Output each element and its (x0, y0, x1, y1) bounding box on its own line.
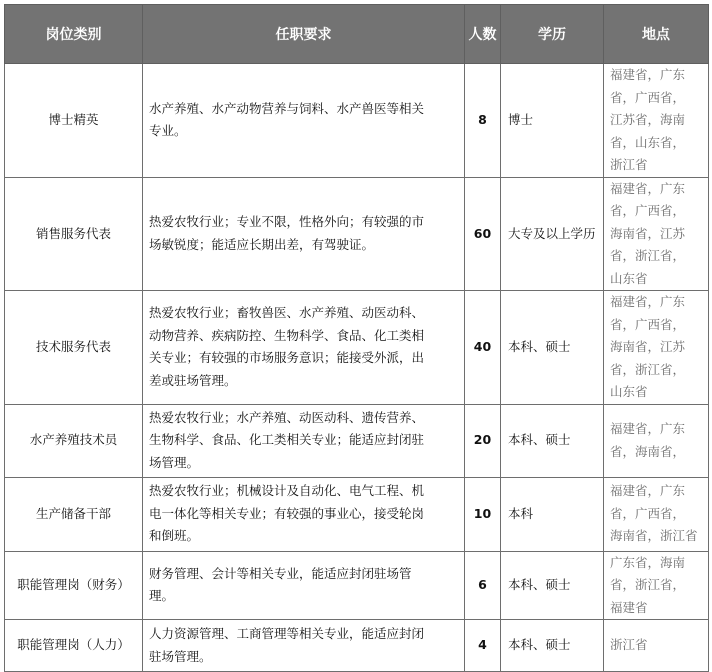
position-education: 大专及以上学历 (501, 177, 604, 291)
position-education: 本科、硕士 (501, 291, 604, 405)
table-row (5, 551, 709, 620)
position-location: 福建省，广东省，广西省， 海南省，浙江省 (604, 477, 709, 551)
position-title: 职能管理岗（人力） (5, 620, 143, 672)
table-row (5, 404, 709, 477)
position-location: 福建省，广东省，广西省， 海南省，江苏省，浙江省， 山东省 (604, 177, 709, 291)
position-requirement: 热爱农牧行业；水产养殖、动医动科、遗传营养、 生物科学、食品、化工类相关专业；能适应封闭驻 场管理。 (143, 404, 465, 477)
position-requirement: 水产养殖、水产动物营养与饲料、水产兽医等相关 专业。 (143, 64, 465, 178)
table-row (5, 620, 709, 672)
position-requirement: 财务管理、会计等相关专业，能适应封闭驻场管 理。 (143, 551, 465, 620)
table-row (5, 177, 709, 291)
header-requirement: 任职要求 (143, 5, 465, 64)
header-location: 地点 (604, 5, 709, 64)
position-education: 本科、硕士 (501, 551, 604, 620)
position-title: 销售服务代表 (5, 177, 143, 291)
position-education: 本科 (501, 477, 604, 551)
position-count: 20 (465, 404, 501, 477)
position-count: 6 (465, 551, 501, 620)
position-education: 本科、硕士 (501, 404, 604, 477)
header-education: 学历 (501, 5, 604, 64)
position-title: 生产储备干部 (5, 477, 143, 551)
table-row (5, 477, 709, 551)
position-location: 福建省，广东省，广西省， 海南省，江苏省，浙江省， 山东省 (604, 291, 709, 405)
recruitment-table (4, 4, 709, 672)
table-row (5, 64, 709, 178)
position-requirement: 热爱农牧行业；畜牧兽医、水产养殖、动医动科、 动物营养、疾病防控、生物科学、食品、化工类相 关专业；有较强的市场服务意识；能接受外派，出 差或驻场管理。 (143, 291, 465, 405)
position-title: 职能管理岗（财务） (5, 551, 143, 620)
table-header-row (5, 5, 709, 64)
position-title: 水产养殖技术员 (5, 404, 143, 477)
header-position-category: 岗位类别 (5, 5, 143, 64)
recruitment-table-container (4, 4, 708, 672)
position-location: 福建省，广东省，广西省， 江苏省，海南省，山东省， 浙江省 (604, 64, 709, 178)
position-count: 10 (465, 477, 501, 551)
position-count: 4 (465, 620, 501, 672)
position-count: 60 (465, 177, 501, 291)
position-count: 40 (465, 291, 501, 405)
position-requirement: 人力资源管理、工商管理等相关专业，能适应封闭 驻场管理。 (143, 620, 465, 672)
position-count: 8 (465, 64, 501, 178)
position-location: 浙江省 (604, 620, 709, 672)
position-location: 福建省，广东省，海南省， (604, 404, 709, 477)
position-education: 本科、硕士 (501, 620, 604, 672)
position-requirement: 热爱农牧行业；机械设计及自动化、电气工程、机 电一体化等相关专业；有较强的事业心，接受轮岗 和倒班。 (143, 477, 465, 551)
position-title: 技术服务代表 (5, 291, 143, 405)
table-row (5, 291, 709, 405)
position-requirement: 热爱农牧行业；专业不限，性格外向；有较强的市 场敏锐度；能适应长期出差，有驾驶证。 (143, 177, 465, 291)
position-location: 广东省，海南省，浙江省， 福建省 (604, 551, 709, 620)
position-education: 博士 (501, 64, 604, 178)
header-count: 人数 (465, 5, 501, 64)
position-title: 博士精英 (5, 64, 143, 178)
